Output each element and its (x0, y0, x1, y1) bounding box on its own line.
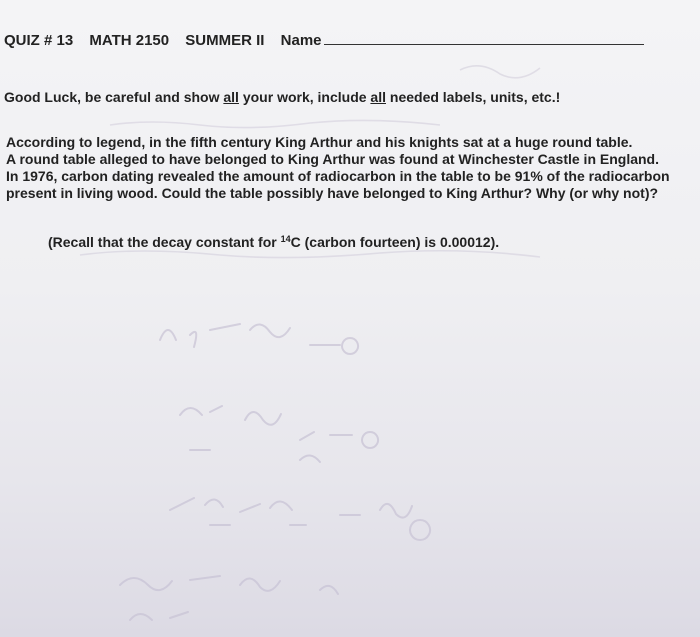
isotope-superscript: 14 (280, 234, 291, 244)
problem-line: According to legend, in the fifth century King Arthur and his knights sat at a huge round table. (6, 134, 633, 150)
term-label: SUMMER II (185, 32, 265, 49)
recall-suffix: C (carbon fourteen) is 0.00012). (290, 234, 500, 250)
instructions-text-3: needed labels, units, etc.! (386, 89, 561, 105)
problem-statement (6, 134, 696, 202)
instructions-text-2: your work, include (238, 89, 371, 105)
problem-line: In 1976, carbon dating revealed the amount of radiocarbon in the table to be 91% of the radiocarbon (6, 168, 670, 184)
problem-line: A round table alleged to have belonged to King Arthur was found at Winchester Castle in England. (6, 151, 660, 167)
name-field-line (324, 30, 644, 45)
instructions-all-1: all (223, 89, 239, 105)
recall-prefix: (Recall that the decay constant for (48, 234, 281, 250)
quiz-number: QUIZ # 13 (4, 32, 74, 49)
quiz-header (4, 30, 700, 49)
name-label: Name (280, 32, 322, 49)
problem-line: present in living wood. Could the table possibly have belonged to King Arthur? Why (or why not)? (6, 185, 659, 201)
instructions-text-1: Good Luck, be careful and show (4, 89, 224, 105)
instructions-line (4, 89, 560, 105)
course-code: MATH 2150 (89, 32, 170, 49)
instructions-all-2: all (370, 89, 386, 105)
recall-note (48, 234, 499, 250)
